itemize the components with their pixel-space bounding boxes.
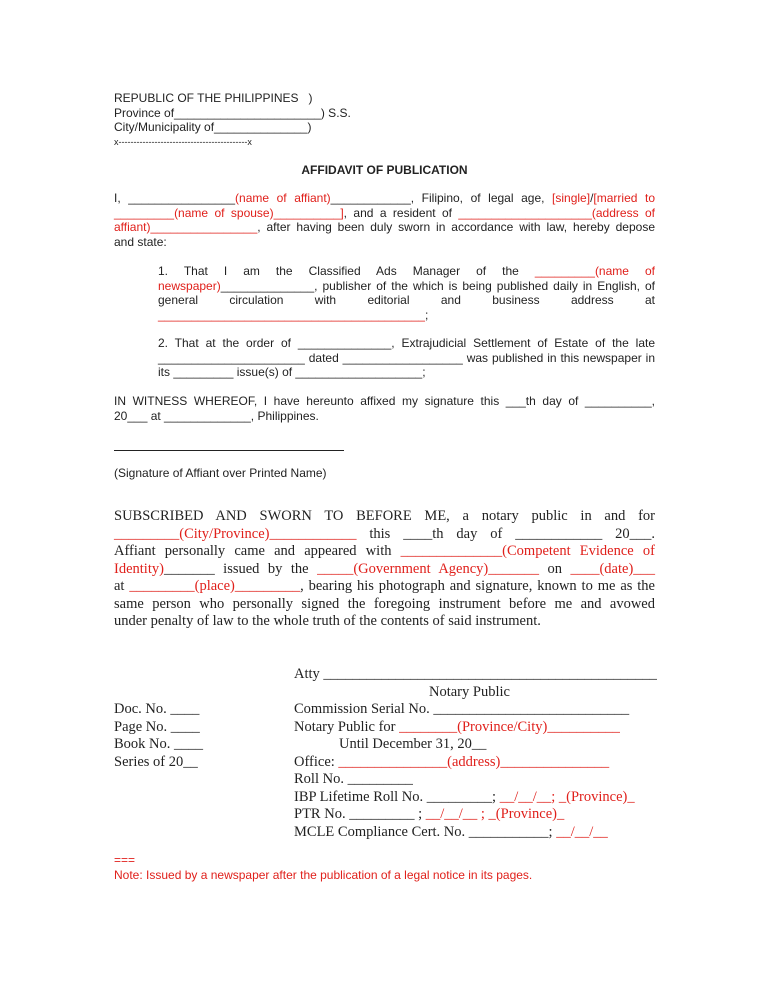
affiant-name-field: (name of affiant) (235, 191, 331, 205)
signature-line (114, 440, 344, 451)
business-address-field: ________________________________________ (158, 307, 425, 322)
notary-public-for: Notary Public for ________(Province/City)__________ (294, 718, 620, 735)
notary-block (294, 666, 694, 841)
notary-atty: Atty ______________________________________________ (294, 666, 657, 682)
place-field: _________(place)_________ (129, 578, 301, 594)
notary-public-label: Notary Public (429, 683, 510, 700)
government-agency-field: _____(Government Agency)_______ (317, 560, 539, 577)
caption-republic: REPUBLIC OF THE PHILIPPINES ) (114, 91, 313, 105)
intro-line-2: _________(name of spouse)__________], and a resident of ____________________(address of (114, 205, 655, 220)
signature-caption: (Signature of Affiant over Printed Name) (114, 466, 327, 480)
footer-note (114, 853, 674, 882)
commission-serial: Commission Serial No. ___________________________ (294, 701, 630, 717)
affiant-address-field: ____________________(address of (458, 205, 655, 220)
roll-number: Roll No. _________ (294, 771, 413, 787)
doc-entries (114, 701, 274, 771)
newspaper-name-field: _________(name of (534, 264, 655, 278)
note-separator: === (114, 853, 136, 867)
note-text: Note: Issued by a newspaper after the publication of a legal notice in its pages. (114, 867, 533, 882)
civil-status-married: [married to (593, 191, 655, 205)
city-province-field: _________(City/Province)____________ (114, 525, 357, 542)
series-year: Series of 20__ (114, 753, 198, 770)
statement-item-1: 1. That I am the Classified Ads Manager of the _________(name of newspaper)______________, publisher of the which is being published daily in English, of general circulation with editorial and business address at ________________________________________; (158, 264, 655, 322)
ibp-roll: IBP Lifetime Roll No. _________; __/__/__; _(Province)_ (294, 788, 635, 805)
caption-separator: x-------------------------------------------x (114, 136, 252, 147)
statement-item-2: 2. That at the order of ______________, Extrajudicial Settlement of Estate of the late ______________________ dated __________________ was published in this newspaper in its _________ issue(s) of ___________________; (158, 336, 655, 379)
intro-paragraph (114, 191, 655, 249)
competent-evidence-field: ______________(Competent Evidence of (400, 543, 655, 559)
date-field: ____(date)___ (570, 560, 656, 577)
caption-city: City/Municipality of______________) (114, 120, 312, 134)
intro-line-4: and state: (114, 234, 167, 249)
page-number: Page No. ____ (114, 718, 200, 735)
intro-line-3: affiant)________________, after having been duly sworn in accordance with law, hereby depose (114, 220, 655, 234)
civil-status-single: [single] (552, 191, 591, 205)
doc-number: Doc. No. ____ (114, 701, 200, 717)
ptr-number: PTR No. _________ ; __/__/__ ; _(Province)_ (294, 806, 565, 822)
commission-until: Until December 31, 20__ (339, 736, 487, 752)
notary-office: Office: _______________(address)_______________ (294, 753, 610, 770)
caption-province: Province of______________________) S.S. (114, 105, 351, 120)
document-title: AFFIDAVIT OF PUBLICATION (301, 163, 468, 177)
case-caption (114, 91, 414, 149)
province-city-field: ________(Province/City)__________ (399, 718, 620, 735)
mcle-cert: MCLE Compliance Cert. No. ___________; __/__/__ (294, 823, 608, 840)
intro-line-1: I, ________________(name of affiant)____________, Filipino, of legal age, [single]/[married to (114, 191, 655, 205)
spouse-name-field: _________(name of spouse)__________] (114, 205, 344, 220)
jurat-paragraph: SUBSCRIBED AND SWORN TO BEFORE ME, a notary public in and for _________(City/Province)____________ this ____th day of ____________ 20___. Affiant personally came and appeared with ______________(Competent Evidence of Identity)_______ issued by the _____(Government Agency)_______ on ____(date)___ at _________(place)_________, bearing his photograph and signature, known to me as the same person who personally signed the foregoing instrument before me and avowed under penalty of law to the whole truth of the contents of said instrument. (114, 508, 656, 629)
office-address-field: _______________(address)_______________ (338, 753, 610, 770)
witness-paragraph: IN WITNESS WHEREOF, I have hereunto affixed my signature this ___th day of __________, 20___ at _____________, Philippines. (114, 394, 655, 423)
book-number: Book No. ____ (114, 736, 204, 752)
